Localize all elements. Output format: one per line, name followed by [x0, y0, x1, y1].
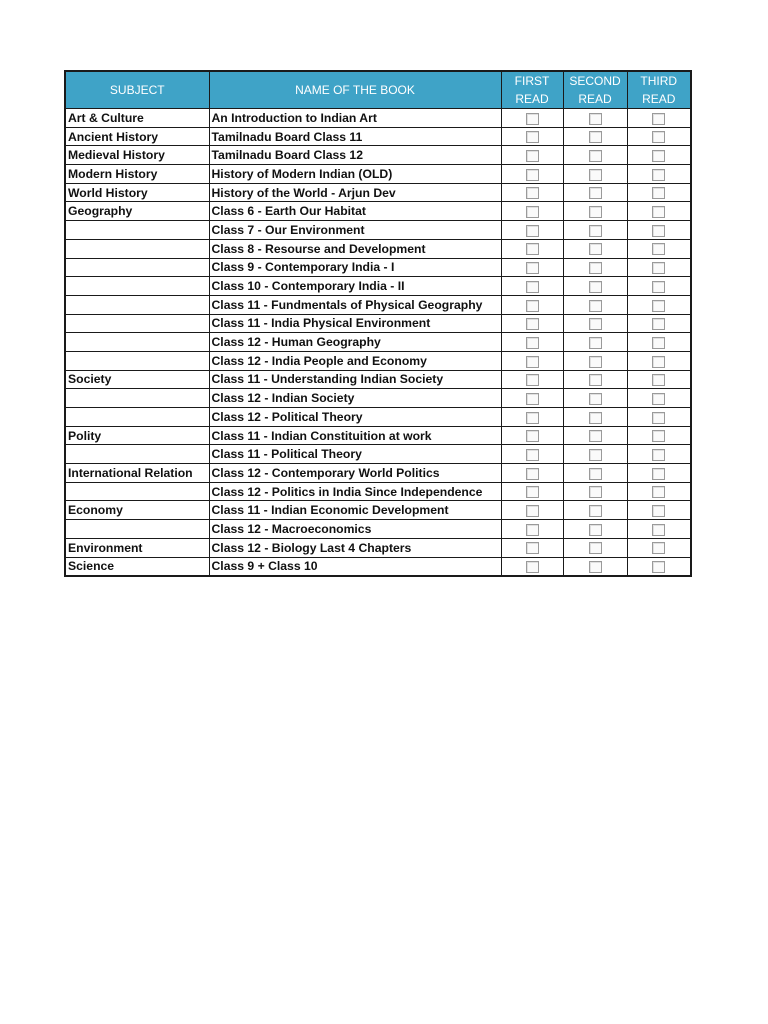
third-read-cell	[627, 333, 691, 352]
third-read-checkbox[interactable]	[652, 243, 665, 255]
first-read-checkbox[interactable]	[526, 449, 539, 461]
third-read-checkbox[interactable]	[652, 374, 665, 386]
first-read-checkbox[interactable]	[526, 206, 539, 218]
first-read-cell	[501, 258, 563, 277]
second-read-checkbox[interactable]	[589, 281, 602, 293]
second-read-header	[563, 71, 627, 109]
first-read-checkbox[interactable]	[526, 169, 539, 181]
second-read-cell	[563, 482, 627, 501]
third-read-checkbox[interactable]	[652, 449, 665, 461]
second-read-checkbox[interactable]	[589, 131, 602, 143]
second-read-cell	[563, 127, 627, 146]
third-read-cell	[627, 445, 691, 464]
third-read-checkbox[interactable]	[652, 430, 665, 442]
second-read-cell	[563, 221, 627, 240]
first-read-checkbox[interactable]	[526, 318, 539, 330]
second-read-checkbox[interactable]	[589, 542, 602, 554]
first-read-cell	[501, 445, 563, 464]
first-read-checkbox[interactable]	[526, 505, 539, 517]
third-read-checkbox[interactable]	[652, 542, 665, 554]
book-name-cell: Class 8 - Resourse and Development	[209, 239, 501, 258]
first-read-cell	[501, 482, 563, 501]
first-read-checkbox[interactable]	[526, 281, 539, 293]
third-read-checkbox[interactable]	[652, 225, 665, 237]
third-read-cell	[627, 314, 691, 333]
reading-checklist-table	[64, 70, 692, 577]
third-read-cell	[627, 538, 691, 557]
second-read-cell	[563, 202, 627, 221]
second-read-cell	[563, 426, 627, 445]
table-row	[65, 183, 691, 202]
second-read-cell	[563, 277, 627, 296]
third-read-cell	[627, 221, 691, 240]
second-read-cell	[563, 408, 627, 427]
book-name-cell: Class 12 - Human Geography	[209, 333, 501, 352]
second-read-cell	[563, 333, 627, 352]
table-row	[65, 426, 691, 445]
second-read-checkbox[interactable]	[589, 374, 602, 386]
subject-cell	[65, 351, 209, 370]
third-read-header	[627, 71, 691, 109]
second-read-cell	[563, 351, 627, 370]
first-read-cell	[501, 314, 563, 333]
book-name-cell: Class 12 - Biology Last 4 Chapters	[209, 538, 501, 557]
book-name-cell: An Introduction to Indian Art	[209, 109, 501, 128]
book-name-cell: Tamilnadu Board Class 12	[209, 146, 501, 165]
subject-cell	[65, 277, 209, 296]
third-read-cell	[627, 389, 691, 408]
subject-cell: Art & Culture	[65, 109, 209, 128]
third-read-header-line1: THIRD	[640, 74, 678, 88]
third-read-checkbox[interactable]	[652, 468, 665, 480]
subject-header: SUBJECT	[65, 71, 209, 109]
table-row	[65, 239, 691, 258]
third-read-checkbox[interactable]	[652, 393, 665, 405]
first-read-cell	[501, 464, 563, 483]
first-read-cell	[501, 183, 563, 202]
third-read-cell	[627, 408, 691, 427]
first-read-checkbox[interactable]	[526, 561, 539, 573]
table-row	[65, 295, 691, 314]
second-read-cell	[563, 146, 627, 165]
subject-cell	[65, 258, 209, 277]
book-name-cell: Class 9 - Contemporary India - I	[209, 258, 501, 277]
third-read-cell	[627, 351, 691, 370]
first-read-checkbox[interactable]	[526, 468, 539, 480]
third-read-checkbox[interactable]	[652, 169, 665, 181]
third-read-cell	[627, 127, 691, 146]
first-read-cell	[501, 520, 563, 539]
third-read-cell	[627, 277, 691, 296]
subject-cell	[65, 520, 209, 539]
third-read-cell	[627, 165, 691, 184]
book-name-cell: Class 12 - Macroeconomics	[209, 520, 501, 539]
second-read-checkbox[interactable]	[589, 300, 602, 312]
table-row	[65, 146, 691, 165]
book-name-cell: History of the World - Arjun Dev	[209, 183, 501, 202]
third-read-checkbox[interactable]	[652, 187, 665, 199]
second-read-checkbox[interactable]	[589, 412, 602, 424]
third-read-cell	[627, 183, 691, 202]
third-read-checkbox[interactable]	[652, 206, 665, 218]
book-name-cell: Class 7 - Our Environment	[209, 221, 501, 240]
third-read-cell	[627, 482, 691, 501]
second-read-checkbox[interactable]	[589, 393, 602, 405]
third-read-cell	[627, 239, 691, 258]
second-read-checkbox[interactable]	[589, 468, 602, 480]
first-read-checkbox[interactable]	[526, 262, 539, 274]
first-read-cell	[501, 202, 563, 221]
book-name-cell: Class 12 - Indian Society	[209, 389, 501, 408]
first-read-cell	[501, 295, 563, 314]
subject-cell: Ancient History	[65, 127, 209, 146]
first-read-checkbox[interactable]	[526, 243, 539, 255]
first-read-checkbox[interactable]	[526, 542, 539, 554]
second-read-checkbox[interactable]	[589, 356, 602, 368]
second-read-cell	[563, 464, 627, 483]
first-read-checkbox[interactable]	[526, 150, 539, 162]
subject-cell	[65, 333, 209, 352]
table-row	[65, 389, 691, 408]
subject-cell: International Relation	[65, 464, 209, 483]
book-name-cell: History of Modern Indian (OLD)	[209, 165, 501, 184]
book-name-cell: Class 9 + Class 10	[209, 557, 501, 576]
first-read-checkbox[interactable]	[526, 337, 539, 349]
second-read-checkbox[interactable]	[589, 243, 602, 255]
third-read-checkbox[interactable]	[652, 131, 665, 143]
third-read-cell	[627, 258, 691, 277]
second-read-cell	[563, 520, 627, 539]
second-read-checkbox[interactable]	[589, 187, 602, 199]
second-read-checkbox[interactable]	[589, 206, 602, 218]
third-read-checkbox[interactable]	[652, 412, 665, 424]
first-read-header-line1: FIRST	[514, 74, 550, 88]
table-row	[65, 501, 691, 520]
first-read-checkbox[interactable]	[526, 300, 539, 312]
third-read-checkbox[interactable]	[652, 300, 665, 312]
first-read-cell	[501, 221, 563, 240]
book-name-cell: Class 11 - India Physical Environment	[209, 314, 501, 333]
table-row	[65, 221, 691, 240]
third-read-checkbox[interactable]	[652, 486, 665, 498]
second-read-cell	[563, 314, 627, 333]
book-name-cell: Class 11 - Indian Economic Development	[209, 501, 501, 520]
third-read-checkbox[interactable]	[652, 262, 665, 274]
second-read-cell	[563, 557, 627, 576]
subject-cell: Environment	[65, 538, 209, 557]
header-row	[65, 71, 691, 109]
first-read-checkbox[interactable]	[526, 393, 539, 405]
third-read-header-line2: READ	[642, 92, 676, 106]
third-read-cell	[627, 295, 691, 314]
third-read-checkbox[interactable]	[652, 318, 665, 330]
first-read-checkbox[interactable]	[526, 131, 539, 143]
subject-cell	[65, 482, 209, 501]
table-row	[65, 109, 691, 128]
second-read-cell	[563, 109, 627, 128]
second-read-cell	[563, 501, 627, 520]
first-read-cell	[501, 109, 563, 128]
first-read-checkbox[interactable]	[526, 486, 539, 498]
table-row	[65, 445, 691, 464]
subject-cell: World History	[65, 183, 209, 202]
book-name-cell: Class 12 - Contemporary World Politics	[209, 464, 501, 483]
first-read-checkbox[interactable]	[526, 356, 539, 368]
second-read-checkbox[interactable]	[589, 505, 602, 517]
book-name-cell: Class 6 - Earth Our Habitat	[209, 202, 501, 221]
table-row	[65, 482, 691, 501]
second-read-checkbox[interactable]	[589, 524, 602, 536]
first-read-cell	[501, 351, 563, 370]
first-read-cell	[501, 557, 563, 576]
second-read-cell	[563, 295, 627, 314]
first-read-cell	[501, 389, 563, 408]
first-read-cell	[501, 146, 563, 165]
book-name-cell: Class 11 - Indian Constituition at work	[209, 426, 501, 445]
table-row	[65, 314, 691, 333]
first-read-checkbox[interactable]	[526, 524, 539, 536]
subject-cell: Geography	[65, 202, 209, 221]
second-read-cell	[563, 445, 627, 464]
first-read-cell	[501, 165, 563, 184]
second-read-cell	[563, 258, 627, 277]
first-read-cell	[501, 538, 563, 557]
second-read-cell	[563, 389, 627, 408]
book-name-cell: Class 12 - Politics in India Since Independence	[209, 482, 501, 501]
second-read-cell	[563, 538, 627, 557]
subject-cell: Modern History	[65, 165, 209, 184]
first-read-checkbox[interactable]	[526, 187, 539, 199]
third-read-checkbox[interactable]	[652, 150, 665, 162]
first-read-checkbox[interactable]	[526, 225, 539, 237]
table-row	[65, 408, 691, 427]
subject-cell	[65, 295, 209, 314]
second-read-checkbox[interactable]	[589, 150, 602, 162]
subject-cell: Society	[65, 370, 209, 389]
first-read-cell	[501, 239, 563, 258]
third-read-cell	[627, 520, 691, 539]
first-read-cell	[501, 333, 563, 352]
table-row	[65, 258, 691, 277]
table-row	[65, 520, 691, 539]
first-read-cell	[501, 426, 563, 445]
subject-cell: Medieval History	[65, 146, 209, 165]
table-row	[65, 202, 691, 221]
table-row	[65, 127, 691, 146]
second-read-checkbox[interactable]	[589, 113, 602, 125]
first-read-header	[501, 71, 563, 109]
first-read-cell	[501, 408, 563, 427]
third-read-cell	[627, 109, 691, 128]
book-name-cell: Class 10 - Contemporary India - II	[209, 277, 501, 296]
table-row	[65, 277, 691, 296]
second-read-checkbox[interactable]	[589, 318, 602, 330]
third-read-checkbox[interactable]	[652, 356, 665, 368]
second-read-header-line2: READ	[578, 92, 612, 106]
second-read-checkbox[interactable]	[589, 449, 602, 461]
first-read-cell	[501, 501, 563, 520]
second-read-cell	[563, 183, 627, 202]
third-read-cell	[627, 370, 691, 389]
second-read-cell	[563, 370, 627, 389]
table-row	[65, 557, 691, 576]
third-read-checkbox[interactable]	[652, 505, 665, 517]
subject-cell: Economy	[65, 501, 209, 520]
second-read-checkbox[interactable]	[589, 337, 602, 349]
table-row	[65, 165, 691, 184]
second-read-checkbox[interactable]	[589, 262, 602, 274]
second-read-cell	[563, 239, 627, 258]
third-read-cell	[627, 557, 691, 576]
first-read-checkbox[interactable]	[526, 430, 539, 442]
subject-cell	[65, 445, 209, 464]
subject-cell: Science	[65, 557, 209, 576]
second-read-header-line1: SECOND	[569, 74, 621, 88]
second-read-checkbox[interactable]	[589, 561, 602, 573]
third-read-checkbox[interactable]	[652, 561, 665, 573]
table-row	[65, 370, 691, 389]
second-read-checkbox[interactable]	[589, 225, 602, 237]
subject-cell	[65, 239, 209, 258]
table-row	[65, 538, 691, 557]
second-read-checkbox[interactable]	[589, 169, 602, 181]
third-read-cell	[627, 464, 691, 483]
book-name-cell: Class 12 - Political Theory	[209, 408, 501, 427]
book-name-cell: Class 12 - India People and Economy	[209, 351, 501, 370]
third-read-checkbox[interactable]	[652, 524, 665, 536]
book-name-header: NAME OF THE BOOK	[209, 71, 501, 109]
first-read-checkbox[interactable]	[526, 374, 539, 386]
first-read-checkbox[interactable]	[526, 412, 539, 424]
subject-cell	[65, 221, 209, 240]
third-read-cell	[627, 426, 691, 445]
book-name-cell: Class 11 - Political Theory	[209, 445, 501, 464]
first-read-cell	[501, 127, 563, 146]
third-read-checkbox[interactable]	[652, 281, 665, 293]
subject-cell: Polity	[65, 426, 209, 445]
table-row	[65, 333, 691, 352]
first-read-cell	[501, 370, 563, 389]
third-read-checkbox[interactable]	[652, 113, 665, 125]
table-row	[65, 351, 691, 370]
book-name-cell: Class 11 - Fundmentals of Physical Geography	[209, 295, 501, 314]
second-read-checkbox[interactable]	[589, 486, 602, 498]
book-name-cell: Class 11 - Understanding Indian Society	[209, 370, 501, 389]
subject-cell	[65, 408, 209, 427]
table-row	[65, 464, 691, 483]
second-read-checkbox[interactable]	[589, 430, 602, 442]
subject-cell	[65, 314, 209, 333]
third-read-cell	[627, 501, 691, 520]
third-read-cell	[627, 146, 691, 165]
third-read-checkbox[interactable]	[652, 337, 665, 349]
subject-cell	[65, 389, 209, 408]
first-read-header-line2: READ	[515, 92, 549, 106]
reading-checklist-sheet	[64, 70, 692, 577]
first-read-cell	[501, 277, 563, 296]
table-body	[65, 109, 691, 577]
third-read-cell	[627, 202, 691, 221]
book-name-cell: Tamilnadu Board Class 11	[209, 127, 501, 146]
second-read-cell	[563, 165, 627, 184]
first-read-checkbox[interactable]	[526, 113, 539, 125]
